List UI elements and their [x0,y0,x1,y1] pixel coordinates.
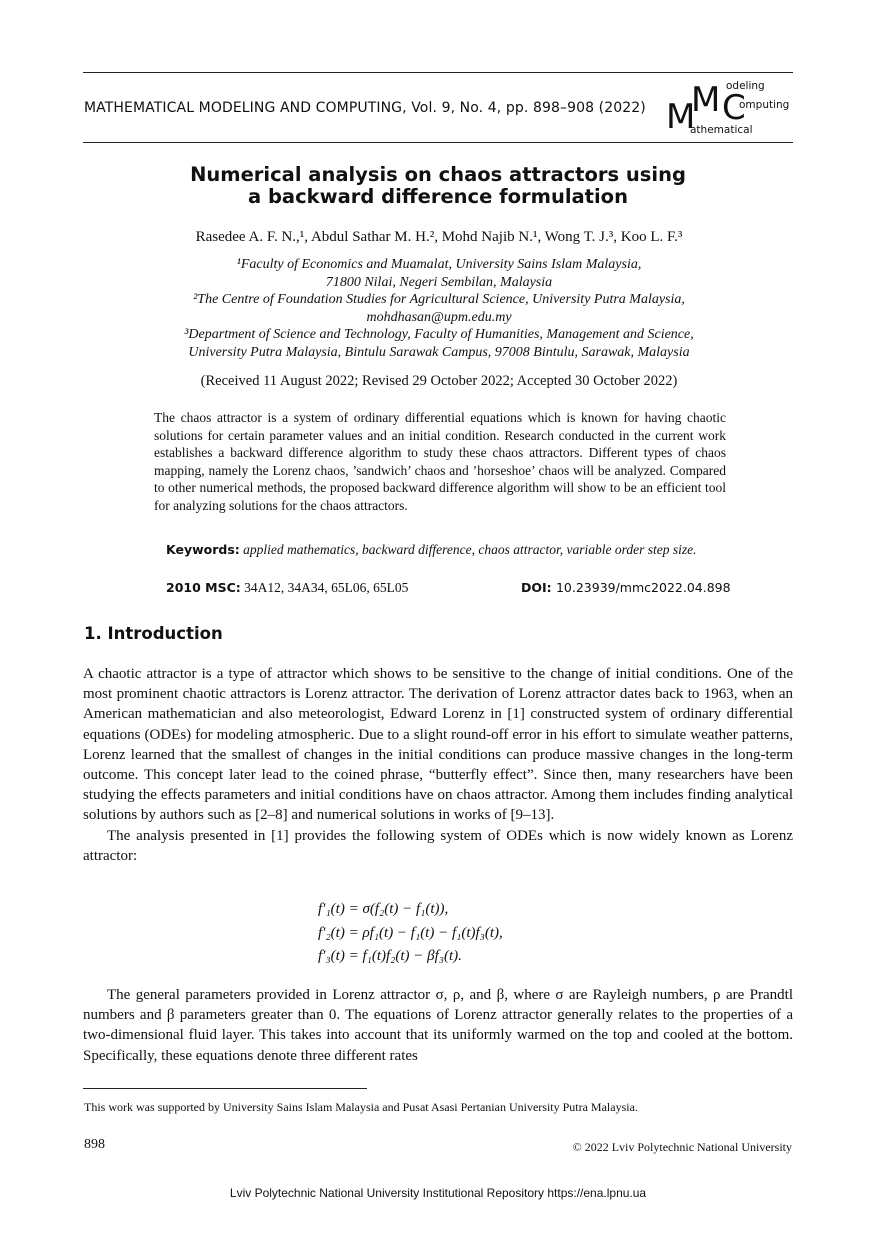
journal-logo [666,80,796,136]
page-number: 898 [84,1137,105,1152]
logo-m-upper: M [691,80,721,120]
title-line-2: a backward difference formulation [248,185,628,208]
affiliations [84,256,794,361]
paragraph: The general parameters provided in Lorenz attractor σ, ρ, and β, where σ are Rayleigh numbers, ρ are Prandtl numbers and β parameters greater than 0. The equations of Lorenz attractor generally relates to the properties of a two-dimensional fluid layer. This takes into account that its uniformly warmed on the top and cooled at the bottom. Specifically, these equations denote three different rates [83,987,793,1064]
msc-text: 34A12, 34A34, 65L06, 65L05 [244,580,409,595]
journal-citation: MATHEMATICAL MODELING AND COMPUTING, Vol. 9, No. 4, pp. 898–908 (2022) [84,100,646,116]
lorenz-equations [318,898,503,969]
paragraph: A chaotic attractor is a type of attractor which shows to be sensitive to the change of initial conditions. One of the most prominent chaotic attractors is Lorenz attractor. The derivation of Lorenz attractor dates back to 1963, when an American mathematician and also meteorologist, Edward Lorenz in [1] constructed system of ordinary differential equations (ODEs) for modeling atmospheric. Due to a slight round-off error in his effort to simulate weather patterns, Lorenz learned that the smallest of changes in the initial conditions can produce massive changes in the long-term outcome. This concept later lead to the coined phrase, “butterfly effect”. Since then, many researchers have been studying the effects parameters and initial conditions have on chaos attractor. Among them includes finding analytical solutions by authors such as [2–8] and numerical solutions in works of [9–13]. [83,666,793,824]
received-dates: (Received 11 August 2022; Revised 29 October 2022; Accepted 30 October 2022) [200,373,678,389]
body-continuation [83,985,793,1066]
affiliation-line: ¹Faculty of Economics and Muamalat, University Sains Islam Malaysia, [236,257,642,272]
equation-line: f′₃(t) = f₁(t)f₂(t) − βf₃(t). [318,948,462,964]
equation-line: f′₂(t) = ρf₁(t) − f₁(t) − f₁(t)f₃(t), [318,924,503,941]
footnote-rule [83,1088,367,1089]
paper-title [140,164,736,208]
doi-label: DOI: [521,580,552,595]
logo-text-computing: omputing [739,99,790,111]
title-line-1: Numerical analysis on chaos attractors using [190,163,686,186]
msc-codes [166,580,408,596]
affiliation-line: University Putra Malaysia, Bintulu Sarawak Campus, 97008 Bintulu, Sarawak, Malaysia [188,344,690,360]
doi-link[interactable]: 10.23939/mmc2022.04.898 [555,580,731,595]
logo-text-mathematical: athematical [690,124,753,136]
header-bottom-rule [83,142,793,143]
header-top-rule [83,72,793,73]
copyright: © 2022 Lviv Polytechnic National University [572,1140,792,1154]
affiliation-line: 71800 Nilai, Negeri Sembilan, Malaysia [325,274,553,290]
paragraph: The analysis presented in [1] provides the following system of ODEs which is now widely known as Lorenz attractor: [83,827,793,864]
logo-m-large: M [666,97,696,137]
equation-line: f′₁(t) = σ(f₂(t) − f₁(t)), [318,901,449,917]
affiliation-email[interactable]: mohdhasan@upm.edu.my [366,309,512,325]
funding-footnote: This work was supported by University Sains Islam Malaysia and Pusat Asasi Pertanian University Putra Malaysia. [84,1100,638,1114]
intro-body [83,664,793,866]
section-heading: 1. Introduction [84,624,223,643]
abstract: The chaos attractor is a system of ordinary differential equations which is known for having chaotic solutions for certain parameter values and an initial condition. Research conducted in the current work establishes a backward difference algorithm to study these chaos attractors. Different types of chaos mapping, namely the Lorenz chaos, ’sandwich’ chaos and ’horseshoe’ chaos will be analyzed. Compared to other numerical methods, the proposed backward difference algorithm will show to be an efficient tool for analyzing solutions for the chaos attractors. [154,410,726,513]
affiliation-line: ²The Centre of Foundation Studies for Agricultural Science, University Putra Malaysia, [193,292,685,307]
msc-label: 2010 MSC: [166,580,241,595]
keywords [154,541,726,559]
logo-c: C [722,88,746,128]
author-list: Rasedee A. F. N.,¹, Abdul Sathar M. H.², Mohd Najib N.¹, Wong T. J.³, Koo L. F.³ [195,229,683,245]
logo-text-modeling: odeling [726,80,765,92]
keywords-text: applied mathematics, backward difference, chaos attractor, variable order step size. [243,542,697,557]
keywords-label: Keywords: [166,542,240,557]
doi [521,580,731,596]
repository-footer: Lviv Polytechnic National University Institutional Repository https://ena.lpnu.ua [229,1186,647,1200]
affiliation-line: ³Department of Science and Technology, Faculty of Humanities, Management and Science, [184,327,694,342]
